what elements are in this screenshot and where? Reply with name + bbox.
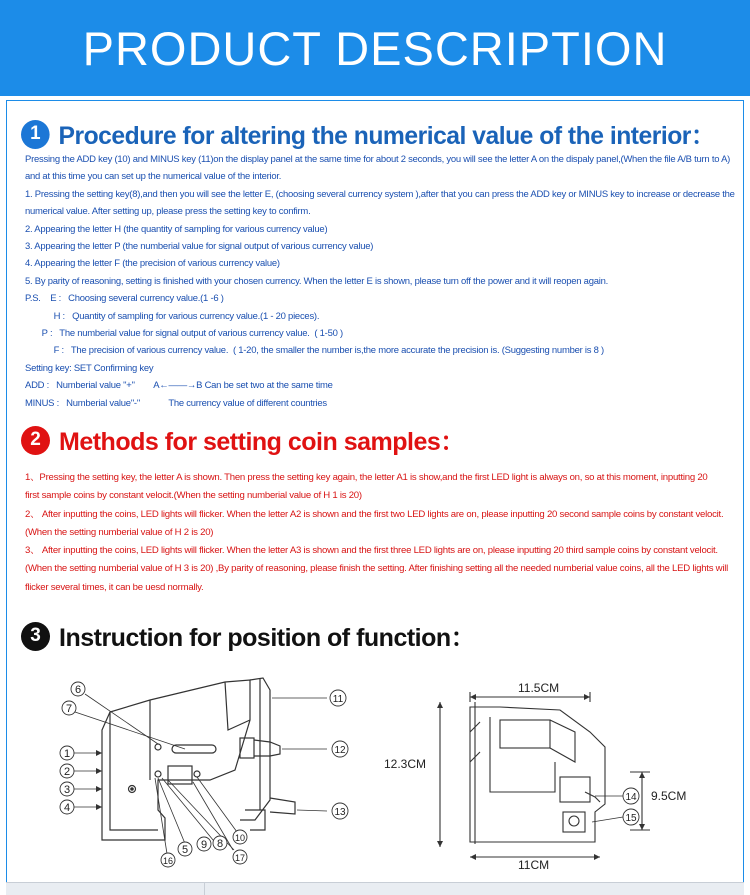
callout-10: 10 <box>234 833 246 843</box>
led-indicator <box>155 744 161 750</box>
acceptor-front-plate <box>240 678 270 820</box>
header-banner <box>0 0 750 96</box>
callout-16: 16 <box>162 856 174 866</box>
section-1-line: Setting key: SET Confirming key <box>25 362 154 374</box>
acceptor-body-outline <box>102 680 250 840</box>
section-1-line: P.S. E : Choosing several currency value.(1 -6 ) <box>25 293 224 305</box>
dimension-bottom-label: 11CM <box>518 858 550 872</box>
section-1-line: MINUS : Numberial value"-" The currency value of different countries <box>25 397 327 409</box>
dimension-diagram <box>380 672 710 872</box>
dimension-right-label: 9.5CM <box>651 789 687 803</box>
callout-17: 17 <box>234 853 246 863</box>
section-2-number-badge: 2 <box>21 426 50 455</box>
connector-detail <box>585 792 600 802</box>
section-1-line: ADD : Numberial value "+" A←——→B Can be set two at the same time <box>25 380 333 392</box>
function-position-diagram <box>50 660 370 875</box>
coin-slot <box>172 745 216 753</box>
callout-14: 14 <box>625 792 637 803</box>
section-2-heading: Methods for setting coin samples： <box>59 428 465 456</box>
callout-2: 2 <box>63 766 71 778</box>
section-1-body <box>25 151 745 412</box>
coin-exit-tube <box>270 798 295 814</box>
section-2-line: 2、 After inputting the coins, LED lights will flicker. When the letter A2 is shown and the first two LED lights are on, please inputting 20 second sample coins by constant velocit. <box>25 508 724 520</box>
acceptor-inner-edge <box>110 712 158 830</box>
section-2-line: 1、Pressing the setting key, the letter A is shown. Then press the setting key again, the letter A1 is show,and the first LED light is always on, so at this moment, inputting 20 <box>25 472 708 483</box>
section-2-body <box>25 469 728 597</box>
section-1-line: 1. Pressing the setting key(8),and then you will see the letter E, (choosing several currency system ),after that you can press the ADD key or MINUS key to increase or decrease the <box>25 188 735 200</box>
callout-1: 1 <box>63 748 71 760</box>
section-2-line: flicker several times, it can be uesd normally. <box>25 581 204 593</box>
page-title: PRODUCT DESCRIPTION <box>82 21 668 75</box>
section-1-heading: Procedure for altering the numerical value of the interior： <box>58 122 716 150</box>
callout-3: 3 <box>63 784 71 796</box>
display-panel <box>168 766 192 784</box>
callout-13: 13 <box>334 807 346 818</box>
acceptor-top-edge <box>225 682 250 730</box>
lower-module <box>560 777 590 802</box>
section-1-number-badge: 1 <box>21 120 50 149</box>
callout-7: 7 <box>65 703 73 715</box>
section-3-heading: Instruction for position of function： <box>59 624 476 652</box>
section-1-line: 2. Appearing the letter H (the quantity of sampling for various currency value) <box>25 223 328 235</box>
section-1-line: 4. Appearing the letter F (the precision of various currency value) <box>25 258 280 270</box>
dimension-left-label: 12.3CM <box>384 757 427 771</box>
section-2-line: first sample coins by constant velocit.(When the setting numberial value of H 1 is 20) <box>25 490 362 502</box>
callout-12: 12 <box>334 745 346 756</box>
section-1-line: H : Quantity of sampling for various currency value.(1 - 20 pieces). <box>25 310 320 322</box>
button-hole <box>194 771 200 777</box>
table-column-separator <box>204 883 205 895</box>
section-1-line: Pressing the ADD key (10) and MINUS key (11)on the display panel at the same time for about 2 seconds, you will see the letter A on the dispaly panel,(When the file A/B turn to A) <box>25 154 731 165</box>
section-1-line: F : The precision of various currency value. ( 1-20, the smaller the number is,the more accurate the precision is. (Suggesting number is 8 ) <box>25 345 604 357</box>
section-2-title <box>21 422 465 458</box>
section-1-line: numerical value. After setting up, please press the setting key to confirm. <box>25 206 311 218</box>
callout-15: 15 <box>625 813 637 824</box>
callout-5: 5 <box>181 844 189 856</box>
callout-4: 4 <box>63 802 71 814</box>
section-3-title <box>21 618 475 654</box>
callout-11: 11 <box>332 694 344 705</box>
button-hole <box>155 771 161 777</box>
coin-exit <box>563 812 585 832</box>
sensor-block <box>500 720 550 748</box>
section-1-line: 5. By parity of reasoning, setting is finished with your chosen currency. When the letter E is shown, please turn off the power and it will reopen again. <box>25 275 608 287</box>
section-1-title <box>21 116 715 152</box>
section-3-number-badge: 3 <box>21 622 50 651</box>
dimension-top-label: 11.5CM <box>518 681 560 695</box>
sensor-side <box>550 720 575 762</box>
callout-9: 9 <box>200 839 208 851</box>
section-1-line: 3. Appearing the letter P (the numberial value for signal output of various currency value) <box>25 241 374 253</box>
table-header-strip <box>6 882 744 895</box>
section-1-line: P : The numberial value for signal output of various currency value. ( 1-50 ) <box>25 328 343 340</box>
section-2-line: (When the setting numberial value of H 2 is 20) <box>25 526 214 538</box>
section-2-line: 3、 After inputting the coins, LED lights will flicker. When the letter A3 is shown and the first three LED lights are on, please inputting 20 third sample coins by constant velocit. <box>25 545 718 557</box>
callout-8: 8 <box>216 838 224 850</box>
coin-exit-hole <box>569 816 579 826</box>
connector-plug <box>254 740 280 756</box>
callout-6: 6 <box>74 684 82 696</box>
section-2-line: (When the setting numberial value of H 3 is 20) ,By parity of reasoning, please finish the setting. After finishing setting all the needed numberial value coins, all the LED lights will <box>25 563 729 575</box>
section-1-line: and at this time you can set up the numerical value of the interior. <box>25 171 282 183</box>
